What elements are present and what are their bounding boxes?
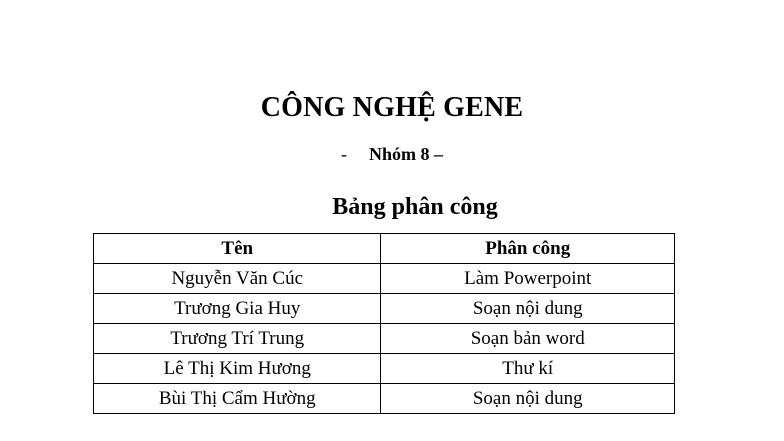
- member-task: Làm Powerpoint: [381, 264, 675, 294]
- header-name: Tên: [94, 234, 381, 264]
- table-row: [94, 354, 675, 384]
- table-row: [94, 384, 675, 414]
- table-row: [94, 324, 675, 354]
- assignment-table: [93, 233, 675, 414]
- table-header-row: [94, 234, 675, 264]
- table-title: Bảng phân công: [332, 194, 498, 220]
- group-subtitle: [0, 144, 784, 165]
- table-row: [94, 264, 675, 294]
- member-name: Bùi Thị Cẩm Hường: [94, 384, 381, 414]
- subtitle-dash: -: [340, 144, 347, 164]
- document-title: CÔNG NGHỆ GENE: [260, 92, 524, 123]
- member-name: Nguyễn Văn Cúc: [94, 264, 381, 294]
- table-row: [94, 294, 675, 324]
- member-task: Soạn nội dung: [381, 384, 675, 414]
- member-name: Trương Trí Trung: [94, 324, 381, 354]
- member-name: Trương Gia Huy: [94, 294, 381, 324]
- member-name: Lê Thị Kim Hương: [94, 354, 381, 384]
- member-task: Soạn bản word: [381, 324, 675, 354]
- group-label: Nhóm 8 –: [368, 144, 443, 164]
- member-task: Soạn nội dung: [381, 294, 675, 324]
- member-task: Thư kí: [381, 354, 675, 384]
- header-assignment: Phân công: [381, 234, 675, 264]
